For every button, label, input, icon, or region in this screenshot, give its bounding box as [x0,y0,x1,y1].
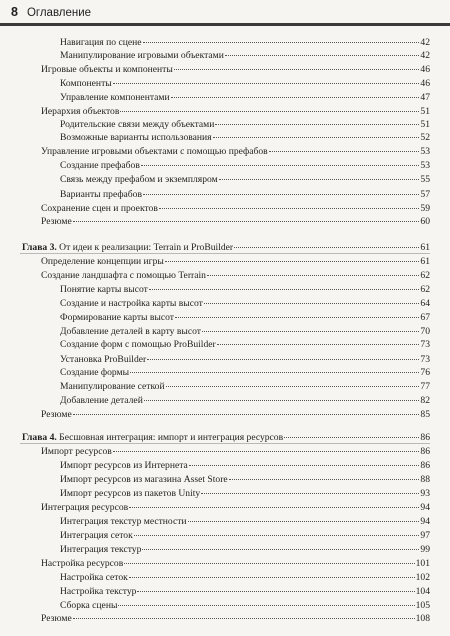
toc-entry-text: Навигация по сцене [60,37,142,48]
dot-leader [73,610,415,619]
toc-entry [41,215,430,228]
toc-entry-page: 51 [420,119,430,130]
dot-leader [134,527,420,536]
toc-entry-page: 77 [420,381,430,392]
toc-entry-page: 60 [420,216,430,227]
toc-entry-title [60,188,142,201]
dot-leader [130,364,419,373]
dot-leader [166,378,420,387]
toc-entry-text: Родительские связи между объектами [60,119,215,130]
dot-leader [129,499,419,508]
dot-leader [143,34,420,43]
dot-leader [141,157,420,166]
toc-entry-text: Интеграция сеток [60,530,133,541]
toc-entry-title [60,118,214,131]
toc-entry-title [60,131,212,144]
toc-entry-page: 52 [420,132,430,143]
toc-entry-title [60,529,133,542]
toc-entry-title [60,173,218,186]
dot-leader [165,253,420,262]
toc-entry-page: 62 [420,270,430,281]
toc-entry-page: 101 [415,558,430,569]
toc-entry-text: Игровые объекты и компоненты [41,64,173,75]
dot-leader [147,351,419,360]
toc-entry-text: Интеграция ресурсов [41,502,129,513]
toc-entry-page: 47 [420,92,430,103]
toc-entry-title [41,612,72,625]
dot-leader [124,555,414,564]
toc-entry-text: Варианты префабов [60,189,143,200]
toc-entry-text: Добавление деталей в карту высот [60,326,201,337]
toc-entry-page: 86 [420,446,430,457]
dot-leader [175,309,419,318]
toc-entry-page: 64 [420,298,430,309]
toc-entry-text: Резюме [41,613,72,624]
toc-entry-text: Резюме [41,409,72,420]
toc-entry-text: Настройка сеток [60,572,128,583]
toc-entry-page: 67 [420,312,430,323]
toc-entry-text: Установка ProBuilder [60,354,147,365]
toc-entry-title [41,408,72,421]
toc-entry [41,612,430,625]
toc-entry-text: Создание форм с помощью ProBuilder [60,339,216,350]
dot-leader [171,89,420,98]
dot-leader [120,103,419,112]
dot-leader [234,239,419,248]
toc-entry-page: 97 [420,530,430,541]
toc-entry-text: Сохранение сцен и проектов [41,203,158,214]
running-header [11,5,91,23]
toc-entry-page: 46 [420,78,430,89]
dot-leader [225,47,420,56]
toc-entry-page: 88 [420,474,430,485]
toc-entry-page: 57 [420,189,430,200]
toc-entry-text: Настройка ресурсов [41,558,124,569]
toc-entry-page: 93 [420,488,430,499]
toc-entry-text: Управление компонентами [60,92,170,103]
toc-entry-page: 51 [420,106,430,117]
toc-entry-page: 86 [420,460,430,471]
toc-entry-title [60,325,201,338]
page-number: 8 [11,5,18,19]
dot-leader [144,392,420,401]
toc-entry-page: 85 [420,409,430,420]
toc-entry-text: От идеи к реализации: Terrain и ProBuilder [56,242,234,253]
toc-entry-text: Создание и настройка карты высот [60,298,203,309]
toc-entry [41,408,430,421]
toc-entry-page: 42 [420,50,430,61]
toc-entry-page: 46 [420,64,430,75]
toc-entry-page: 76 [420,367,430,378]
toc-entry-page: 94 [420,502,430,513]
toc-entry-text: Манипулирование сеткой [60,381,165,392]
toc-entry-title [41,255,164,268]
toc-entry-text: Создание ландшафта с помощью Terrain [41,270,206,281]
toc-entry-page: 94 [420,516,430,527]
chapter-label: Глава 3. [22,242,57,253]
toc-entry-page: 55 [420,174,430,185]
dot-leader [137,583,414,592]
dot-leader [204,295,420,304]
toc-entry-text: Определение концепции игры [41,256,164,267]
toc-entry-page: 61 [420,256,430,267]
dot-leader [73,406,420,415]
toc-entry-page: 59 [420,203,430,214]
dot-leader [73,213,420,222]
toc-entry-page: 73 [420,354,430,365]
toc-entry [60,338,430,351]
toc-entry-text: Создание формы [60,367,130,378]
toc-entry-text: Импорт ресурсов [41,446,112,457]
dot-leader [219,171,420,180]
toc-entry-text: Иерархия объектов [41,106,120,117]
dot-leader [284,429,419,438]
chapter-rule [20,443,430,444]
toc-entry-page: 70 [420,326,430,337]
dot-leader [143,186,419,195]
dot-leader [149,281,420,290]
toc-entry-text: Компоненты [60,78,112,89]
toc-entry-title [60,571,128,584]
toc-entry [60,173,430,186]
dot-leader [229,471,420,480]
dot-leader [142,541,419,550]
toc-entry-title [41,501,128,514]
toc-entry-text: Понятие карты высот [60,284,148,295]
dot-leader [118,597,414,606]
toc-entry-page: 99 [420,544,430,555]
toc-entry-title [60,36,142,49]
header-rule [0,23,450,26]
toc-entry-page: 82 [420,395,430,406]
dot-leader [174,61,420,70]
toc-entry-text: Импорт ресурсов из пакетов Unity [60,488,201,499]
toc-entry-text: Сборка сцены [60,600,118,611]
toc-entry-page: 53 [420,160,430,171]
toc-entry-title [60,311,174,324]
dot-leader [113,443,420,452]
toc-entry-title [60,366,129,379]
toc-entry-page: 62 [420,284,430,295]
toc-entry-page: 86 [420,432,430,443]
toc-entry-page: 104 [415,586,430,597]
toc-entry-page: 108 [415,613,430,624]
toc-entry-title [60,159,140,172]
toc-entry-title [41,105,119,118]
dot-leader [201,485,419,494]
toc-entry-title [60,459,188,472]
toc-entry-title [60,77,112,90]
toc-entry-text: Формирование карты высот [60,312,174,323]
dot-leader [207,267,419,276]
dot-leader [215,116,419,125]
toc-entry-title [60,338,216,351]
toc-entry-text: Возможные варианты использования [60,132,212,143]
dot-leader [269,143,420,152]
toc-entry-page: 53 [420,146,430,157]
toc-entry-text: Интеграция текстур местности [60,516,187,527]
toc-entry-text: Манипулирование игровыми объектами [60,50,224,61]
toc-entry-text: Импорт ресурсов из Интернета [60,460,188,471]
toc-entry-text: Настройка текстур [60,586,137,597]
dot-leader [159,200,420,209]
chapter-rule [20,253,430,254]
toc-entry-text: Связь между префабом и экземпляром [60,174,218,185]
toc-entry-title [41,215,72,228]
toc-entry-page: 73 [420,339,430,350]
toc-entry-text: Резюме [41,216,72,227]
toc-entry-title [41,557,123,570]
toc-entry-text: Бесшовная интеграция: импорт и интеграция ресурсов [56,432,284,443]
toc-entry-text: Импорт ресурсов из магазина Asset Store [60,474,228,485]
toc-entry-page: 102 [415,572,430,583]
dot-leader [189,457,420,466]
dot-leader [202,323,419,332]
toc-entry-title [60,283,148,296]
toc-entry-page: 42 [420,37,430,48]
toc-entry-text: Управление игровыми объектами с помощью префабов [41,146,268,157]
dot-leader [217,336,420,345]
dot-leader [113,75,420,84]
toc-entry-page: 105 [415,600,430,611]
toc-entry-text: Создание префабов [60,160,140,171]
chapter-label: Глава 4. [22,432,57,443]
toc-entry-text: Интеграция текстур [60,544,142,555]
toc-entry-text: Добавление деталей [60,395,143,406]
toc-entry-page: 61 [420,242,430,253]
dot-leader [213,129,420,138]
running-title: Оглавление [26,7,92,19]
toc-entry-title [41,445,112,458]
dot-leader [129,569,415,578]
dot-leader [188,513,420,522]
